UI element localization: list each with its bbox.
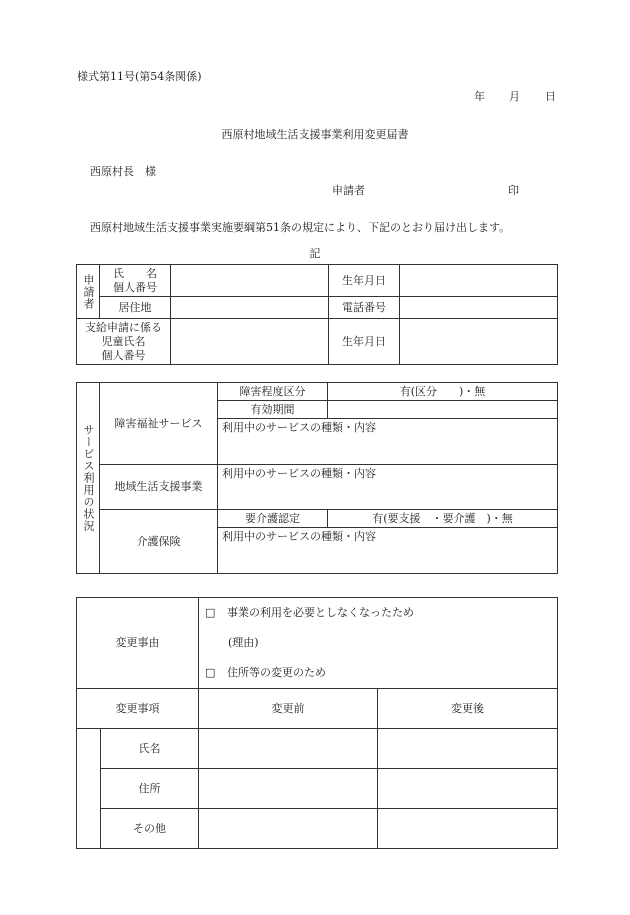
other-after-field[interactable] <box>378 809 558 849</box>
address-label: 居住地 <box>100 297 171 319</box>
valid-period-label: 有効期間 <box>218 401 328 419</box>
body-text: 西原村地域生活支援事業実施要綱第51条の規定により、下記のとおり届け出します。 <box>90 221 511 234</box>
form-number: 様式第11号(第54条関係) <box>77 70 202 83</box>
row-name-label: 氏名 <box>101 729 199 769</box>
child-name-field[interactable] <box>171 319 329 365</box>
community-support-label: 地域生活支援事業 <box>100 465 218 510</box>
phone-field[interactable] <box>400 297 558 319</box>
addressee: 西原村長 様 <box>90 165 156 178</box>
child-label-line3: 個人番号 <box>101 348 146 362</box>
welfare-service-label: 障害福祉サービス <box>100 383 218 465</box>
document-title: 西原村地域生活支援事業利用変更届書 <box>221 128 409 141</box>
address-field[interactable] <box>171 297 329 319</box>
applicant-section-label: 申請者 <box>77 265 100 319</box>
row-other-label: その他 <box>101 809 199 849</box>
after-label: 変更後 <box>378 689 558 729</box>
change-items-spacer <box>77 729 101 849</box>
birth-label: 生年月日 <box>329 265 400 297</box>
reason-1-text: 事業の利用を必要としなくなったため <box>227 606 414 619</box>
change-reason-label: 変更事由 <box>77 598 199 689</box>
address-before-field[interactable] <box>199 769 378 809</box>
row-address-label: 住所 <box>101 769 199 809</box>
date-day: 日 <box>545 90 556 103</box>
applicant-table <box>76 264 558 365</box>
care-cert-value[interactable]: 有(要支援 ・要介護 )・無 <box>328 510 558 528</box>
name-after-field[interactable] <box>378 729 558 769</box>
reason-2-checkbox[interactable]: □ <box>205 666 216 679</box>
child-label-line1: 支給申請に係る <box>85 320 162 334</box>
child-birth-field[interactable] <box>400 319 558 365</box>
reason-note[interactable]: (理由) <box>228 636 259 649</box>
id-label: 個人番号 <box>113 280 157 294</box>
change-items-label: 変更事項 <box>77 689 199 729</box>
welfare-services-in-use[interactable]: 利用中のサービスの種類・内容 <box>218 419 558 465</box>
reason-2-text: 住所等の変更のため <box>227 666 326 679</box>
community-services-in-use[interactable]: 利用中のサービスの種類・内容 <box>218 465 558 510</box>
service-table <box>76 382 558 574</box>
seal-mark: 印 <box>508 184 519 197</box>
child-birth-label: 生年月日 <box>329 319 400 365</box>
date-year: 年 <box>474 90 485 103</box>
reason-1-checkbox[interactable]: □ <box>205 606 216 619</box>
care-insurance-label: 介護保険 <box>100 510 218 574</box>
child-label-line2: 児童氏名 <box>101 334 146 348</box>
birth-field[interactable] <box>400 265 558 297</box>
ki-label: 記 <box>309 247 321 260</box>
date-month: 月 <box>509 90 520 103</box>
name-before-field[interactable] <box>199 729 378 769</box>
applicant-label: 申請者 <box>332 184 365 197</box>
before-label: 変更前 <box>199 689 378 729</box>
phone-label: 電話番号 <box>329 297 400 319</box>
service-section-label: サービス利用の状況 <box>77 383 100 574</box>
address-after-field[interactable] <box>378 769 558 809</box>
name-label: 氏 名 <box>113 266 157 280</box>
disability-level-value[interactable]: 有(区分 )・無 <box>328 383 558 401</box>
other-before-field[interactable] <box>199 809 378 849</box>
name-field[interactable] <box>171 265 329 297</box>
change-table <box>76 597 558 849</box>
disability-level-label: 障害程度区分 <box>218 383 328 401</box>
care-cert-label: 要介護認定 <box>218 510 328 528</box>
valid-period-field[interactable] <box>328 401 558 419</box>
care-services-in-use[interactable]: 利用中のサービスの種類・内容 <box>218 528 558 574</box>
